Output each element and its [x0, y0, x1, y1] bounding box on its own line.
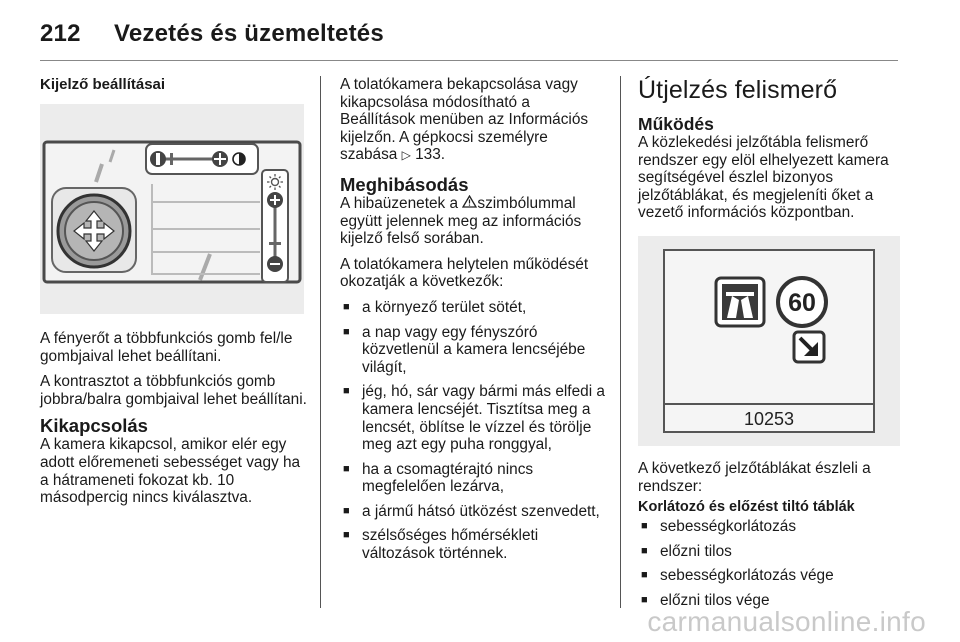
operation-heading: Működés — [638, 114, 714, 134]
column-1 — [40, 76, 308, 100]
intro-text: A tolatókamera bekapcsolása vagy kikapcsolása módosítható a Beállítások menüben az Információs kijelzőn. A gépkocsi személyre szabása — [340, 76, 589, 164]
intro-paragraph — [340, 76, 608, 165]
speed-limit-sign-icon — [778, 278, 826, 326]
off-paragraph: A kamera kikapcsol, amikor elér egy adott előremeneti sebességet vagy ha a hátrameneti fokozat kb. 10 másodpercig nincs kiválasztva. — [40, 436, 301, 507]
column-divider — [320, 76, 321, 608]
brightness-slider — [262, 170, 288, 282]
list-item: ■ sebességkorlátozás — [638, 518, 902, 536]
list-item: ■ a jármű hátsó ütközést szenvedett, — [340, 503, 608, 521]
ref-arrow-icon: ▷ — [401, 148, 411, 163]
minus-icon — [267, 256, 283, 272]
page-reference[interactable]: 133. — [415, 146, 446, 164]
fault-heading: Meghibásodás — [340, 173, 469, 195]
signs-list — [638, 518, 902, 609]
warning-triangle-icon — [462, 195, 477, 208]
list-item: ■ előzni tilos vége — [638, 592, 902, 610]
watermark: carmanualsonline.info — [647, 606, 926, 637]
list-item: ■ a nap vagy egy fényszóró közvetlenül a kamera lencséjébe világít, — [340, 324, 608, 377]
causes-intro: A tolatókamera helytelen működését okozatják a következők: — [340, 255, 589, 291]
column-1-text — [40, 330, 308, 515]
traffic-sign-figure — [638, 236, 900, 446]
column-3 — [638, 76, 902, 230]
page-header — [40, 20, 384, 48]
contrast-slider — [146, 144, 258, 174]
column-divider — [620, 76, 621, 608]
section-title: Útjelzés felismerő — [638, 76, 838, 104]
section-title: Kijelző beállításai — [40, 76, 166, 93]
sign-heading: Korlátozó és előzést tiltó táblák — [638, 499, 855, 516]
operation-paragraph: A közlekedési jelzőtábla felismerő rendszer egy elöl elhelyezett kamera segítségével észlel bizonyos jelzőtáblákat, és megjeleníti őket a vezető információs központban. — [638, 134, 889, 222]
fault-text-after: szimbólummal együtt jelennek meg az információs kijelző felső sorában. — [340, 194, 582, 248]
off-heading: Kikapcsolás — [40, 415, 148, 437]
fault-paragraph — [340, 195, 608, 248]
list-item: ■ a környező terület sötét, — [340, 299, 608, 317]
header-rule — [40, 60, 898, 61]
chapter-title: Vezetés és üzemeltetés — [114, 20, 384, 47]
contrast-paragraph: A kontrasztot a többfunkciós gomb jobbra/balra gombjaival lehet beállítani. — [40, 373, 307, 408]
plus-icon — [267, 192, 283, 208]
column-2 — [340, 76, 608, 570]
causes-list — [340, 299, 608, 563]
column-3-lower — [638, 460, 902, 617]
list-item: ■ ha a csomagtérajtó nincs megfelelően lezárva, — [340, 461, 608, 496]
fault-text-before: A hibaüzenetek a — [340, 194, 459, 212]
list-item: ■ sebességkorlátozás vége — [638, 567, 902, 585]
page-number: 212 — [40, 20, 81, 47]
list-item: ■ szélsőséges hőmérsékleti változások történnek. — [340, 527, 608, 562]
motorway-sign-icon — [716, 278, 764, 326]
list-item: ■ előzni tilos — [638, 543, 902, 561]
detect-intro: A következő jelzőtáblákat észleli a rendszer: — [638, 460, 871, 495]
arrow-down-right-icon — [794, 332, 824, 362]
list-item: ■ jég, hó, sár vagy bármi más elfedi a kamera lencséjét. Tisztítsa meg a lencsét, öblítse le vízzel és törölje meg azt egy puha ronggyal, — [340, 383, 608, 453]
brightness-paragraph: A fényerőt a többfunkciós gomb fel/le gombjaival lehet beállítani. — [40, 330, 293, 365]
speed-limit-value: 60 — [788, 289, 816, 317]
display-settings-figure — [40, 104, 304, 314]
figure-code: 10253 — [743, 409, 795, 429]
four-way-control-icon — [52, 188, 136, 272]
